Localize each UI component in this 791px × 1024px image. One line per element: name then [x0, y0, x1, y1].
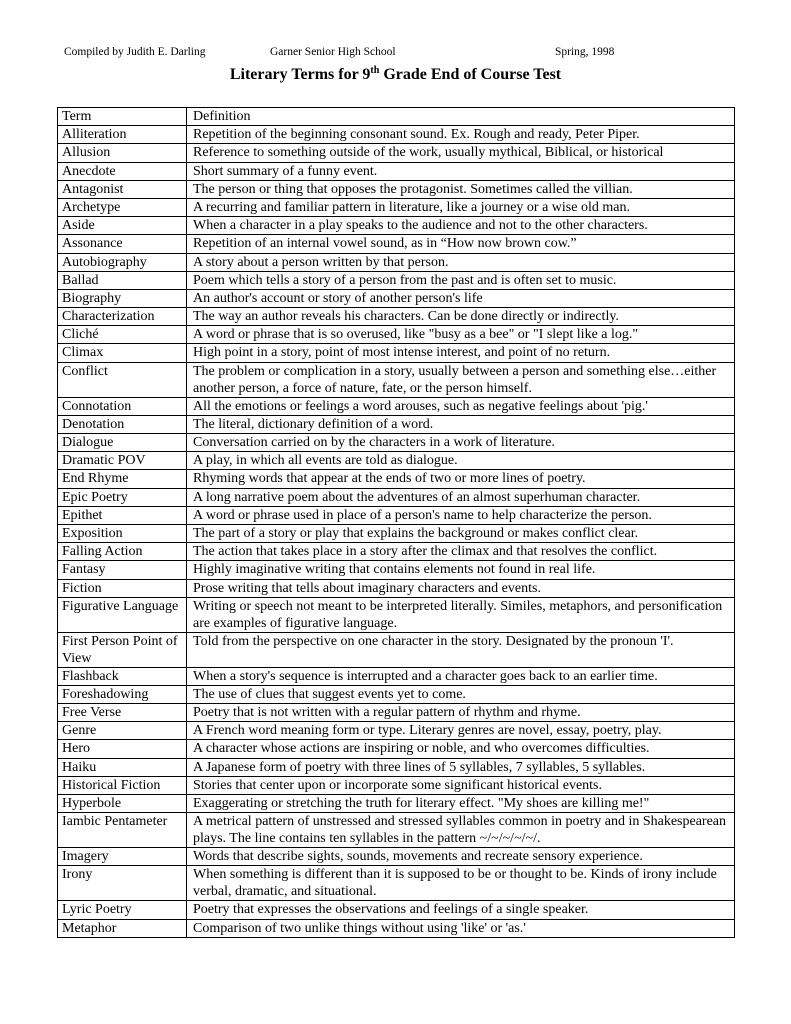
table-row [58, 488, 735, 506]
term-cell: Allusion [58, 144, 187, 162]
definition-cell: Poetry that expresses the observations and feelings of a single speaker. [187, 901, 735, 919]
table-row [58, 180, 735, 198]
table-row [58, 866, 735, 901]
definition-cell: When something is different than it is supposed to be or thought to be. Kinds of irony include verbal, dramatic, and situational. [187, 866, 735, 901]
definition-cell: A French word meaning form or type. Literary genres are novel, essay, poetry, play. [187, 722, 735, 740]
table-row [58, 470, 735, 488]
definition-cell: The use of clues that suggest events yet to come. [187, 685, 735, 703]
table-row [58, 235, 735, 253]
term-cell: Biography [58, 289, 187, 307]
definition-cell: High point in a story, point of most intense interest, and point of no return. [187, 344, 735, 362]
definition-cell: The action that takes place in a story after the climax and that resolves the conflict. [187, 543, 735, 561]
definition-cell: A story about a person written by that person. [187, 253, 735, 271]
table-row [58, 685, 735, 703]
table-row [58, 704, 735, 722]
term-cell: Imagery [58, 848, 187, 866]
term-cell: Conflict [58, 362, 187, 397]
header-definition: Definition [187, 108, 735, 126]
term-cell: Denotation [58, 415, 187, 433]
table-row [58, 722, 735, 740]
definition-cell: Conversation carried on by the characters in a work of literature. [187, 434, 735, 452]
table-row [58, 144, 735, 162]
table-row [58, 162, 735, 180]
table-row [58, 326, 735, 344]
definition-cell: A long narrative poem about the adventures of an almost superhuman character. [187, 488, 735, 506]
definition-cell: A word or phrase that is so overused, like "busy as a bee" or "I slept like a log." [187, 326, 735, 344]
term-cell: Climax [58, 344, 187, 362]
table-row [58, 597, 735, 632]
definition-cell: The problem or complication in a story, usually between a person and something else…either another person, a force of nature, fate, or the person himself. [187, 362, 735, 397]
table-row [58, 434, 735, 452]
definition-cell: Repetition of the beginning consonant sound. Ex. Rough and ready, Peter Piper. [187, 126, 735, 144]
term-cell: Fantasy [58, 561, 187, 579]
term-cell: Anecdote [58, 162, 187, 180]
definition-cell: Short summary of a funny event. [187, 162, 735, 180]
term-cell: Historical Fiction [58, 776, 187, 794]
definition-cell: The way an author reveals his characters. Can be done directly or indirectly. [187, 308, 735, 326]
definition-cell: An author's account or story of another person's life [187, 289, 735, 307]
definition-cell: The literal, dictionary definition of a word. [187, 415, 735, 433]
term-cell: Hero [58, 740, 187, 758]
definition-cell: A recurring and familiar pattern in literature, like a journey or a wise old man. [187, 198, 735, 216]
table-row [58, 667, 735, 685]
table-row [58, 217, 735, 235]
table-row [58, 198, 735, 216]
table-row [58, 740, 735, 758]
term-cell: Epic Poetry [58, 488, 187, 506]
term-cell: Exposition [58, 524, 187, 542]
table-row [58, 561, 735, 579]
table-row [58, 813, 735, 848]
literary-terms-table [57, 107, 735, 938]
definition-cell: Reference to something outside of the work, usually mythical, Biblical, or historical [187, 144, 735, 162]
definition-cell: Comparison of two unlike things without using 'like' or 'as.' [187, 919, 735, 937]
definition-cell: Stories that center upon or incorporate some significant historical events. [187, 776, 735, 794]
definition-cell: Writing or speech not meant to be interpreted literally. Similes, metaphors, and personification are examples of figurative language. [187, 597, 735, 632]
term-cell: Free Verse [58, 704, 187, 722]
term-cell: Foreshadowing [58, 685, 187, 703]
table-row [58, 543, 735, 561]
definition-cell: The person or thing that opposes the protagonist. Sometimes called the villian. [187, 180, 735, 198]
definition-cell: Words that describe sights, sounds, movements and recreate sensory experience. [187, 848, 735, 866]
header-term: Term [58, 108, 187, 126]
term-cell: Lyric Poetry [58, 901, 187, 919]
term-cell: Fiction [58, 579, 187, 597]
table-row [58, 524, 735, 542]
table-row [58, 344, 735, 362]
table-row [58, 579, 735, 597]
document-date: Spring, 1998 [555, 46, 615, 58]
table-row [58, 271, 735, 289]
definition-cell: All the emotions or feelings a word arouses, such as negative feelings about 'pig.' [187, 397, 735, 415]
terms-body [58, 126, 735, 938]
term-cell: Ballad [58, 271, 187, 289]
definition-cell: A character whose actions are inspiring or noble, and who overcomes difficulties. [187, 740, 735, 758]
table-row [58, 795, 735, 813]
table-row [58, 901, 735, 919]
definition-cell: Highly imaginative writing that contains elements not found in real life. [187, 561, 735, 579]
table-row [58, 632, 735, 667]
term-cell: Falling Action [58, 543, 187, 561]
table-row [58, 415, 735, 433]
term-cell: Figurative Language [58, 597, 187, 632]
term-cell: Dramatic POV [58, 452, 187, 470]
term-cell: Alliteration [58, 126, 187, 144]
term-cell: Genre [58, 722, 187, 740]
definition-cell: A word or phrase used in place of a person's name to help characterize the person. [187, 506, 735, 524]
term-cell: First Person Point of View [58, 632, 187, 667]
definition-cell: Poem which tells a story of a person from the past and is often set to music. [187, 271, 735, 289]
term-cell: Archetype [58, 198, 187, 216]
school-name: Garner Senior High School [270, 46, 396, 58]
table-header-row [58, 108, 735, 126]
definition-cell: Prose writing that tells about imaginary characters and events. [187, 579, 735, 597]
term-cell: Characterization [58, 308, 187, 326]
term-cell: Aside [58, 217, 187, 235]
definition-cell: Exaggerating or stretching the truth for literary effect. "My shoes are killing me!" [187, 795, 735, 813]
term-cell: Autobiography [58, 253, 187, 271]
term-cell: Dialogue [58, 434, 187, 452]
page-title [0, 66, 791, 84]
term-cell: Irony [58, 866, 187, 901]
title-superscript: th [370, 65, 380, 76]
definition-cell: When a story's sequence is interrupted and a character goes back to an earlier time. [187, 667, 735, 685]
term-cell: End Rhyme [58, 470, 187, 488]
definition-cell: A Japanese form of poetry with three lines of 5 syllables, 7 syllables, 5 syllables. [187, 758, 735, 776]
term-cell: Epithet [58, 506, 187, 524]
definition-cell: Poetry that is not written with a regular pattern of rhythm and rhyme. [187, 704, 735, 722]
definition-cell: Rhyming words that appear at the ends of two or more lines of poetry. [187, 470, 735, 488]
table-row [58, 506, 735, 524]
table-row [58, 848, 735, 866]
term-cell: Flashback [58, 667, 187, 685]
term-cell: Assonance [58, 235, 187, 253]
table-row [58, 397, 735, 415]
term-cell: Haiku [58, 758, 187, 776]
table-row [58, 452, 735, 470]
term-cell: Antagonist [58, 180, 187, 198]
table-row [58, 308, 735, 326]
table-row [58, 289, 735, 307]
table-row [58, 362, 735, 397]
term-cell: Metaphor [58, 919, 187, 937]
table-row [58, 758, 735, 776]
table-row [58, 919, 735, 937]
compiler-credit: Compiled by Judith E. Darling [64, 46, 206, 58]
document-header [64, 46, 664, 62]
definition-cell: Told from the perspective on one character in the story. Designated by the pronoun 'I'. [187, 632, 735, 667]
title-rest: Grade End of Course Test [379, 66, 562, 83]
table-row [58, 253, 735, 271]
term-cell: Iambic Pentameter [58, 813, 187, 848]
table-row [58, 126, 735, 144]
term-cell: Cliché [58, 326, 187, 344]
term-cell: Connotation [58, 397, 187, 415]
definition-cell: When a character in a play speaks to the audience and not to the other characters. [187, 217, 735, 235]
table-row [58, 776, 735, 794]
definition-cell: A metrical pattern of unstressed and stressed syllables common in poetry and in Shakespearean plays. The line contains ten syllables in the pattern ~/~/~/~/~/. [187, 813, 735, 848]
definition-cell: A play, in which all events are told as dialogue. [187, 452, 735, 470]
term-cell: Hyperbole [58, 795, 187, 813]
definition-cell: Repetition of an internal vowel sound, as in “How now brown cow.” [187, 235, 735, 253]
definition-cell: The part of a story or play that explains the background or makes conflict clear. [187, 524, 735, 542]
title-main: Literary Terms for 9 [229, 66, 371, 83]
